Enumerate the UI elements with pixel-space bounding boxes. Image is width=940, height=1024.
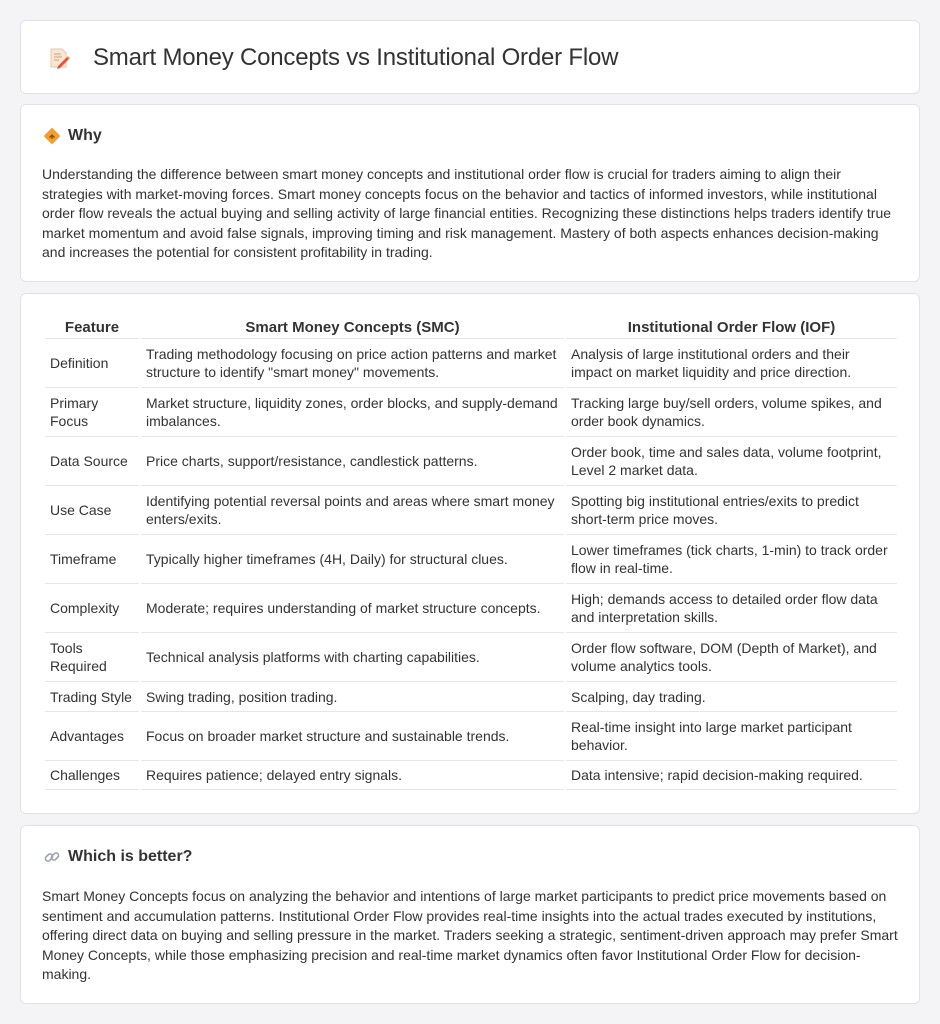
better-text: Smart Money Concepts focus on analyzing the behavior and intentions of large market participants to predict price movements based on sentiment and accumulation patterns. Institutional Order Flow provides real-time insights into the actual trades executed by institutions, offering direct data on buying and selling pressure in the market. Traders seeking a strategic, sentiment-driven approach may prefer Smart Money Concepts, while those emphasizing precision and real-time market dynamics often favor Institutional Order Flow for decision-making. xyxy=(42,888,898,983)
why-text: Understanding the difference between smart money concepts and institutional order flow is crucial for traders aiming to align their strategies with market-moving forces. Smart money concepts focus on the behavior and tactics of informed investors, while institutional order flow reveals the actual buying and selling activity of large financial entities. Recognizing these distinctions helps traders identify true market momentum and avoid false signals, improving timing and risk management. Mastery of both aspects enhances decision-making and increases the potential for consistent profitability in trading. xyxy=(42,166,892,261)
comparison-table xyxy=(43,316,899,790)
why-title: Why xyxy=(68,127,102,144)
feature-cell: Data Source xyxy=(45,436,139,485)
feature-cell: Tools Required xyxy=(45,632,139,681)
document-pencil-icon xyxy=(47,46,71,70)
iof-cell: High; demands access to detailed order flow data and interpretation skills. xyxy=(566,583,897,632)
header-row xyxy=(47,44,618,72)
comparison-card xyxy=(20,293,920,814)
table-row xyxy=(45,387,897,436)
header-smc: Smart Money Concepts (SMC) xyxy=(245,319,460,336)
header-feature: Feature xyxy=(64,319,120,336)
page-title: Smart Money Concepts vs Institutional Order Flow xyxy=(93,44,619,71)
smc-cell: Typically higher timeframes (4H, Daily) for structural clues. xyxy=(141,534,564,583)
table-row xyxy=(45,632,897,681)
smc-cell: Focus on broader market structure and sustainable trends. xyxy=(141,711,564,760)
feature-cell: Challenges xyxy=(45,760,139,790)
header-card xyxy=(20,20,920,94)
smc-cell: Trading methodology focusing on price action patterns and market structure to identify "smart money" movements. xyxy=(141,338,564,387)
diamond-warning-icon xyxy=(43,127,61,145)
why-heading xyxy=(43,127,102,145)
link-icon xyxy=(43,848,61,866)
iof-cell: Order flow software, DOM (Depth of Market), and volume analytics tools. xyxy=(566,632,897,681)
iof-cell: Lower timeframes (tick charts, 1-min) to track order flow in real-time. xyxy=(566,534,897,583)
iof-cell: Spotting big institutional entries/exits to predict short-term price moves. xyxy=(566,485,897,534)
header-iof: Institutional Order Flow (IOF) xyxy=(627,319,836,336)
feature-cell: Use Case xyxy=(45,485,139,534)
smc-cell: Market structure, liquidity zones, order blocks, and supply-demand imbalances. xyxy=(141,387,564,436)
better-heading xyxy=(43,848,192,866)
table-row xyxy=(45,485,897,534)
table-row xyxy=(45,711,897,760)
smc-cell: Requires patience; delayed entry signals. xyxy=(141,760,564,790)
table-row xyxy=(45,681,897,711)
feature-cell: Trading Style xyxy=(45,681,139,711)
smc-cell: Identifying potential reversal points and areas where smart money enters/exits. xyxy=(141,485,564,534)
smc-cell: Swing trading, position trading. xyxy=(141,681,564,711)
smc-cell: Moderate; requires understanding of market structure concepts. xyxy=(141,583,564,632)
iof-cell: Real-time insight into large market participant behavior. xyxy=(566,711,897,760)
table-row xyxy=(45,583,897,632)
why-card xyxy=(20,104,920,282)
table-header-row xyxy=(45,316,897,338)
table-row xyxy=(45,760,897,790)
iof-cell: Order book, time and sales data, volume footprint, Level 2 market data. xyxy=(566,436,897,485)
iof-cell: Tracking large buy/sell orders, volume spikes, and order book dynamics. xyxy=(566,387,897,436)
iof-cell: Analysis of large institutional orders and their impact on market liquidity and price direction. xyxy=(566,338,897,387)
feature-cell: Complexity xyxy=(45,583,139,632)
feature-cell: Definition xyxy=(45,338,139,387)
iof-cell: Data intensive; rapid decision-making required. xyxy=(566,760,897,790)
table-row xyxy=(45,338,897,387)
table-row xyxy=(45,436,897,485)
feature-cell: Timeframe xyxy=(45,534,139,583)
better-card xyxy=(20,825,920,1004)
smc-cell: Price charts, support/resistance, candlestick patterns. xyxy=(141,436,564,485)
smc-cell: Technical analysis platforms with charting capabilities. xyxy=(141,632,564,681)
iof-cell: Scalping, day trading. xyxy=(566,681,897,711)
better-title: Which is better? xyxy=(68,848,193,865)
feature-cell: Advantages xyxy=(45,711,139,760)
table-row xyxy=(45,534,897,583)
feature-cell: Primary Focus xyxy=(45,387,139,436)
